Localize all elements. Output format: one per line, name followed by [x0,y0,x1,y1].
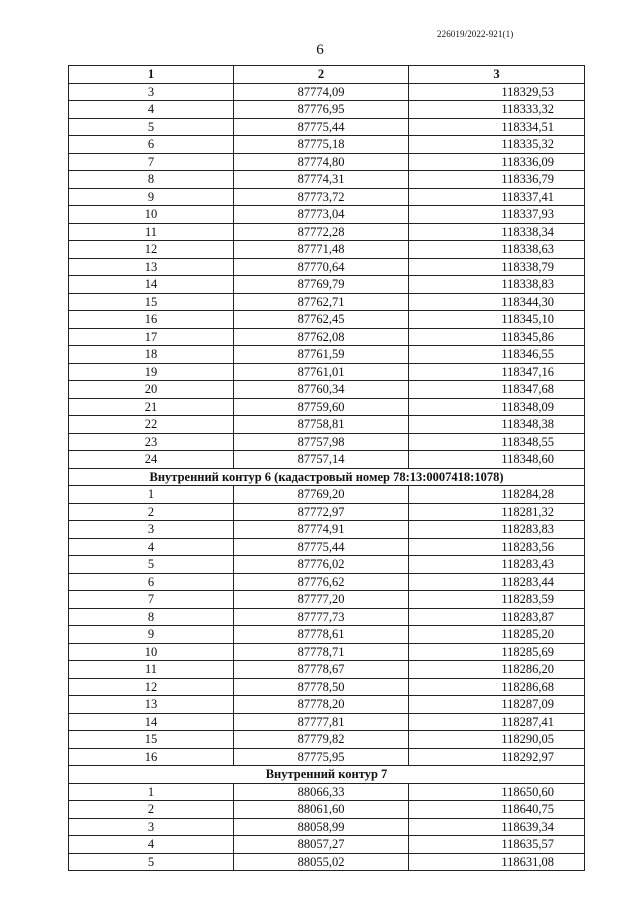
table-row [69,223,585,241]
table-row [69,276,585,294]
table-row [69,171,585,189]
x-coordinate-cell: 88057,27 [234,836,409,854]
x-coordinate-cell: 87762,45 [234,311,409,329]
y-coordinate-cell: 118338,34 [409,223,585,241]
point-number-cell: 13 [69,258,234,276]
column-header-x: 2 [234,66,409,84]
page-number: 6 [316,42,324,58]
point-number-cell: 10 [69,643,234,661]
x-coordinate-cell: 88061,60 [234,801,409,819]
y-coordinate-cell: 118338,79 [409,258,585,276]
point-number-cell: 6 [69,136,234,154]
section-row [69,468,585,486]
table-row [69,311,585,329]
y-coordinate-cell: 118640,75 [409,801,585,819]
y-coordinate-cell: 118338,63 [409,241,585,259]
y-coordinate-cell: 118631,08 [409,853,585,871]
point-number-cell: 4 [69,836,234,854]
table-row [69,101,585,119]
point-number-cell: 24 [69,451,234,469]
y-coordinate-cell: 118333,32 [409,101,585,119]
point-number-cell: 14 [69,276,234,294]
x-coordinate-cell: 87773,72 [234,188,409,206]
table-row [69,696,585,714]
point-number-cell: 11 [69,661,234,679]
y-coordinate-cell: 118635,57 [409,836,585,854]
y-coordinate-cell: 118347,16 [409,363,585,381]
point-number-cell: 20 [69,381,234,399]
point-number-cell: 21 [69,398,234,416]
y-coordinate-cell: 118338,83 [409,276,585,294]
x-coordinate-cell: 87757,98 [234,433,409,451]
table-row [69,241,585,259]
x-coordinate-cell: 87778,61 [234,626,409,644]
x-coordinate-cell: 87772,28 [234,223,409,241]
point-number-cell: 8 [69,171,234,189]
table-row [69,188,585,206]
point-number-cell: 12 [69,678,234,696]
table-row [69,591,585,609]
y-coordinate-cell: 118285,20 [409,626,585,644]
table-row [69,136,585,154]
x-coordinate-cell: 87773,04 [234,206,409,224]
table-row [69,626,585,644]
point-number-cell: 7 [69,153,234,171]
point-number-cell: 10 [69,206,234,224]
point-number-cell: 9 [69,188,234,206]
x-coordinate-cell: 87774,31 [234,171,409,189]
x-coordinate-cell: 87775,44 [234,118,409,136]
table-row [69,153,585,171]
point-number-cell: 3 [69,818,234,836]
y-coordinate-cell: 118329,53 [409,83,585,101]
point-number-cell: 14 [69,713,234,731]
point-number-cell: 22 [69,416,234,434]
y-coordinate-cell: 118345,10 [409,311,585,329]
x-coordinate-cell: 88058,99 [234,818,409,836]
table-row [69,83,585,101]
point-number-cell: 4 [69,538,234,556]
point-number-cell: 9 [69,626,234,644]
table-row [69,293,585,311]
x-coordinate-cell: 88066,33 [234,783,409,801]
x-coordinate-cell: 87774,09 [234,83,409,101]
document-registration-code: 226019/2022-921(1) [437,29,514,39]
point-number-cell: 3 [69,83,234,101]
point-number-cell: 15 [69,731,234,749]
table-row [69,433,585,451]
y-coordinate-cell: 118292,97 [409,748,585,766]
point-number-cell: 7 [69,591,234,609]
y-coordinate-cell: 118287,41 [409,713,585,731]
y-coordinate-cell: 118347,68 [409,381,585,399]
x-coordinate-cell: 87759,60 [234,398,409,416]
y-coordinate-cell: 118283,43 [409,556,585,574]
point-number-cell: 2 [69,503,234,521]
section-title: Внутренний контур 6 (кадастровый номер 78:13:0007418:1078) [69,468,585,486]
table-row [69,678,585,696]
y-coordinate-cell: 118283,56 [409,538,585,556]
point-number-cell: 5 [69,853,234,871]
x-coordinate-cell: 87758,81 [234,416,409,434]
table-row [69,118,585,136]
x-coordinate-cell: 87770,64 [234,258,409,276]
table-row [69,731,585,749]
y-coordinate-cell: 118285,69 [409,643,585,661]
y-coordinate-cell: 118639,34 [409,818,585,836]
table-row [69,801,585,819]
column-header-y: 3 [409,66,585,84]
table-row [69,258,585,276]
y-coordinate-cell: 118348,60 [409,451,585,469]
table-row [69,398,585,416]
x-coordinate-cell: 87775,18 [234,136,409,154]
x-coordinate-cell: 87776,62 [234,573,409,591]
table-row [69,573,585,591]
point-number-cell: 17 [69,328,234,346]
table-row [69,346,585,364]
x-coordinate-cell: 87760,34 [234,381,409,399]
y-coordinate-cell: 118286,20 [409,661,585,679]
point-number-cell: 5 [69,556,234,574]
point-number-cell: 16 [69,311,234,329]
x-coordinate-cell: 87774,91 [234,521,409,539]
y-coordinate-cell: 118283,83 [409,521,585,539]
x-coordinate-cell: 88055,02 [234,853,409,871]
table-row [69,818,585,836]
table-row [69,538,585,556]
point-number-cell: 23 [69,433,234,451]
point-number-cell: 5 [69,118,234,136]
x-coordinate-cell: 87776,02 [234,556,409,574]
x-coordinate-cell: 87777,20 [234,591,409,609]
y-coordinate-cell: 118337,41 [409,188,585,206]
y-coordinate-cell: 118281,32 [409,503,585,521]
table-row [69,836,585,854]
y-coordinate-cell: 118283,44 [409,573,585,591]
table-row [69,556,585,574]
table-row [69,363,585,381]
point-number-cell: 8 [69,608,234,626]
table-row [69,503,585,521]
x-coordinate-cell: 87772,97 [234,503,409,521]
point-number-cell: 13 [69,696,234,714]
point-number-cell: 11 [69,223,234,241]
y-coordinate-cell: 118284,28 [409,486,585,504]
y-coordinate-cell: 118337,93 [409,206,585,224]
point-number-cell: 1 [69,783,234,801]
x-coordinate-cell: 87777,73 [234,608,409,626]
table-row [69,328,585,346]
y-coordinate-cell: 118283,59 [409,591,585,609]
y-coordinate-cell: 118290,05 [409,731,585,749]
y-coordinate-cell: 118344,30 [409,293,585,311]
y-coordinate-cell: 118348,38 [409,416,585,434]
x-coordinate-cell: 87762,08 [234,328,409,346]
table-row [69,661,585,679]
x-coordinate-cell: 87775,95 [234,748,409,766]
x-coordinate-cell: 87776,95 [234,101,409,119]
x-coordinate-cell: 87769,79 [234,276,409,294]
y-coordinate-cell: 118334,51 [409,118,585,136]
y-coordinate-cell: 118650,60 [409,783,585,801]
section-row [69,766,585,784]
point-number-cell: 16 [69,748,234,766]
point-number-cell: 6 [69,573,234,591]
point-number-cell: 4 [69,101,234,119]
table-row [69,206,585,224]
y-coordinate-cell: 118287,09 [409,696,585,714]
table-row [69,713,585,731]
x-coordinate-cell: 87777,81 [234,713,409,731]
coordinates-table [68,65,585,871]
table-row [69,381,585,399]
y-coordinate-cell: 118348,09 [409,398,585,416]
section-title: Внутренний контур 7 [69,766,585,784]
table-body [69,83,585,871]
y-coordinate-cell: 118286,68 [409,678,585,696]
table-row [69,608,585,626]
x-coordinate-cell: 87762,71 [234,293,409,311]
y-coordinate-cell: 118348,55 [409,433,585,451]
x-coordinate-cell: 87757,14 [234,451,409,469]
point-number-cell: 12 [69,241,234,259]
y-coordinate-cell: 118346,55 [409,346,585,364]
point-number-cell: 19 [69,363,234,381]
y-coordinate-cell: 118283,87 [409,608,585,626]
point-number-cell: 15 [69,293,234,311]
table-row [69,748,585,766]
table-row [69,451,585,469]
x-coordinate-cell: 87775,44 [234,538,409,556]
table-row [69,521,585,539]
x-coordinate-cell: 87778,67 [234,661,409,679]
header-row [69,66,585,84]
y-coordinate-cell: 118345,86 [409,328,585,346]
point-number-cell: 3 [69,521,234,539]
x-coordinate-cell: 87779,82 [234,731,409,749]
point-number-cell: 1 [69,486,234,504]
x-coordinate-cell: 87778,20 [234,696,409,714]
x-coordinate-cell: 87778,50 [234,678,409,696]
point-number-cell: 2 [69,801,234,819]
x-coordinate-cell: 87761,59 [234,346,409,364]
table-row [69,853,585,871]
y-coordinate-cell: 118335,32 [409,136,585,154]
x-coordinate-cell: 87761,01 [234,363,409,381]
x-coordinate-cell: 87774,80 [234,153,409,171]
y-coordinate-cell: 118336,79 [409,171,585,189]
y-coordinate-cell: 118336,09 [409,153,585,171]
table-row [69,416,585,434]
x-coordinate-cell: 87769,20 [234,486,409,504]
x-coordinate-cell: 87771,48 [234,241,409,259]
table-header [69,66,585,84]
table-row [69,643,585,661]
table-row [69,783,585,801]
column-header-point-number: 1 [69,66,234,84]
table-row [69,486,585,504]
x-coordinate-cell: 87778,71 [234,643,409,661]
point-number-cell: 18 [69,346,234,364]
